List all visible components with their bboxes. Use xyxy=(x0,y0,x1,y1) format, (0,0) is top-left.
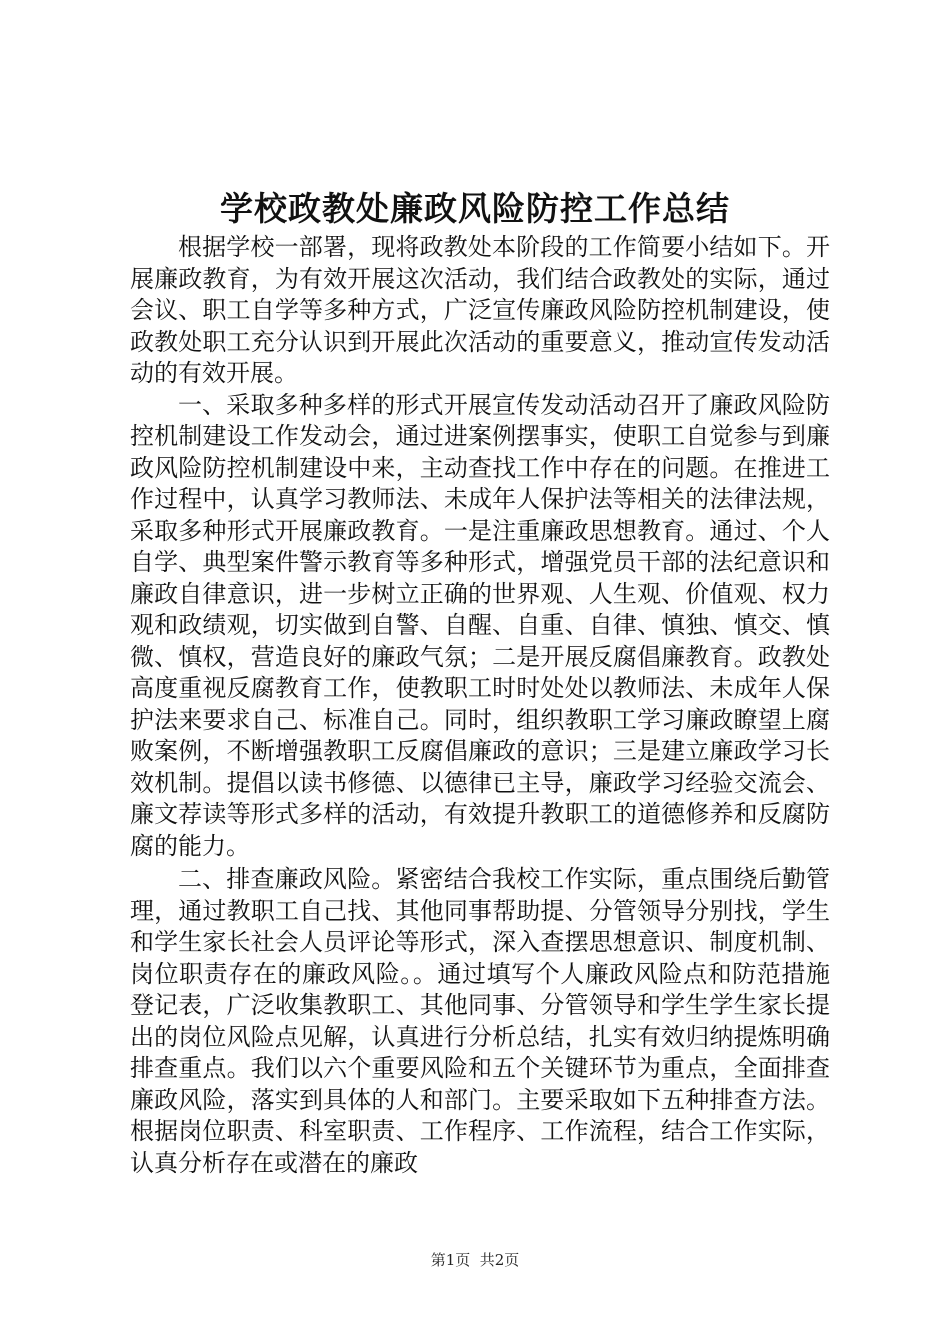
page-footer xyxy=(0,1250,950,1270)
paragraph-section-two: 二、排查廉政风险。紧密结合我校工作实际，重点围绕后勤管理，通过教职工自己找、其他同事帮助提、分管领导分别找，学生和学生家长社会人员评论等形式，深入查摆思想意识、制度机制、岗位职责存在的廉政风险。。通过填写个人廉政风险点和防范措施登记表，广泛收集教职工、其他同事、分管领导和学生学生家长提出的岗位风险点见解，认真进行分析总结，扎实有效归纳提炼明确排查重点。我们以六个重要风险和五个关键环节为重点，全面排查廉政风险，落实到具体的人和部门。主要采取如下五种排查方法。根据岗位职责、科室职责、工作程序、工作流程，结合工作实际，认真分析存在或潜在的廉政 xyxy=(130,865,830,1177)
document-body xyxy=(130,232,830,1179)
paragraph-section-one: 一、采取多种多样的形式开展宣传发动活动召开了廉政风险防控机制建设工作发动会，通过进案例摆事实，使职工自觉参与到廉政风险防控机制建设中来，主动查找工作中存在的问题。在推进工作过程中，认真学习教师法、未成年人保护法等相关的法律法规，采取多种形式开展廉政教育。一是注重廉政思想教育。通过、个人自学、典型案件警示教育等多种形式，增强党员干部的法纪意识和廉政自律意识，进一步树立正确的世界观、人生观、价值观、权力观和政绩观，切实做到自警、自醒、自重、自律、慎独、慎交、慎微、慎权，营造良好的廉政气氛；二是开展反腐倡廉教育。政教处高度重视反腐教育工作，使教职工时时处处以教师法、未成年人保护法来要求自己、标准自己。同时，组织教职工学习廉政瞭望上腐败案例，不断增强教职工反腐倡廉政的意识；三是建立廉政学习长效机制。提倡以读书修德、以德律已主导，廉政学习经验交流会、廉文荐读等形式多样的活动，有效提升教职工的道德修养和反腐防腐的能力。 xyxy=(130,390,830,860)
page-number: 第1页 共2页 xyxy=(430,1251,520,1269)
document-title: 学校政教处廉政风险防控工作总结 xyxy=(220,189,730,228)
paragraph-intro: 根据学校一部署，现将政教处本阶段的工作简要小结如下。开展廉政教育，为有效开展这次活动，我们结合政教处的实际，通过会议、职工自学等多种方式，广泛宣传廉政风险防控机制建设，使政教处职工充分认识到开展此次活动的重要意义，推动宣传发动活动的有效开展。 xyxy=(130,233,830,387)
